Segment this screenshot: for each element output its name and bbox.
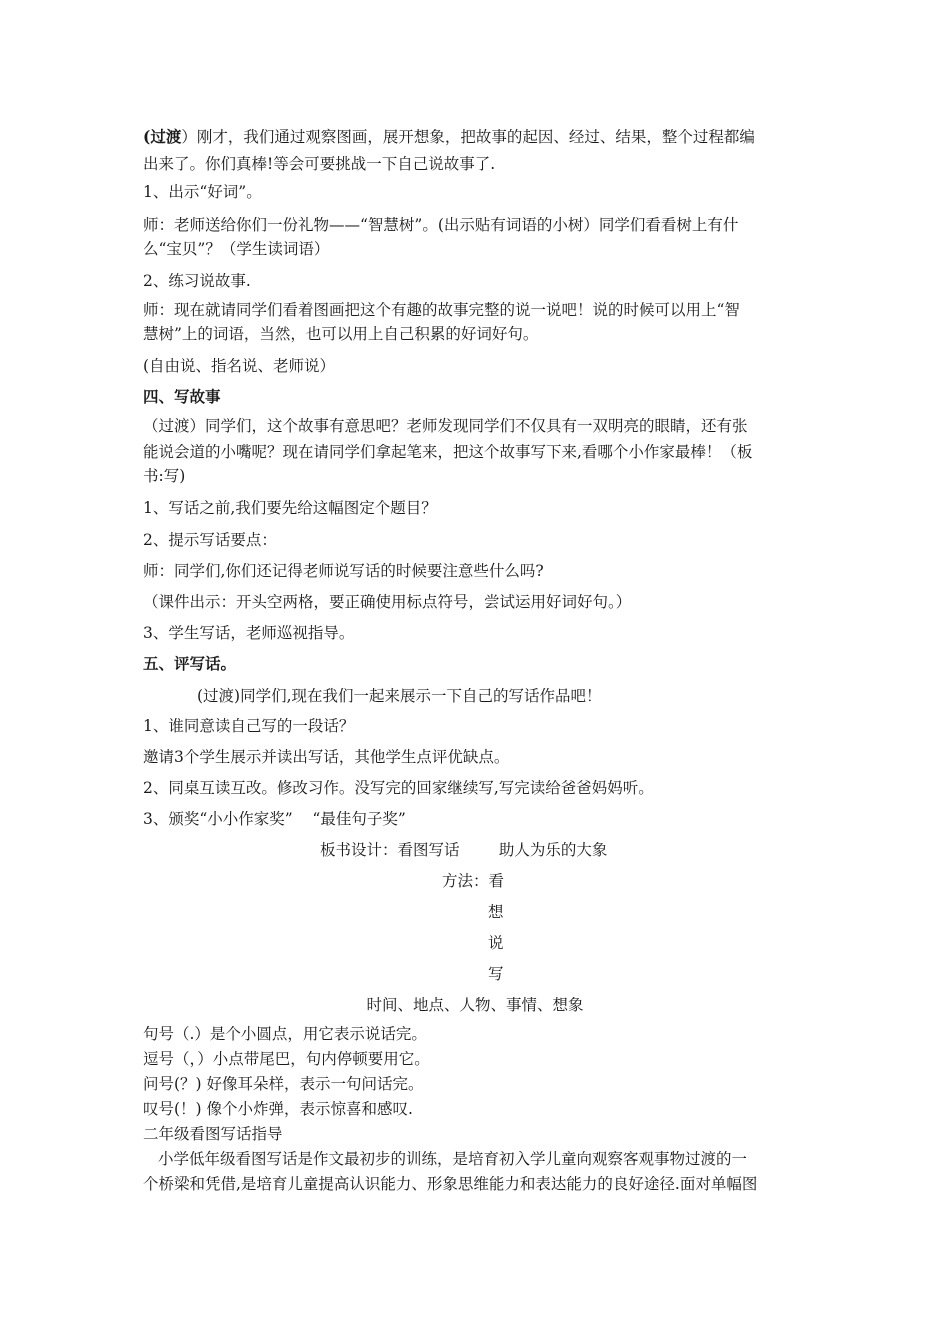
board-step: 想 [488,903,504,921]
list-item: 1、出示“好词”。 [143,183,262,201]
line-text: ）刚才，我们通过观察图画，展开想象，把故事的起因、经过、结果，整个过程都编 [181,128,755,146]
paragraph-line: 书:写) [143,467,186,485]
board-elements: 时间、地点、人物、事情、想象 [366,996,584,1014]
rhyme-line: 问号(？) 好像耳朵样，表示一句问话完。 [143,1075,424,1093]
list-item: 1、写话之前,我们要先给这幅图定个题目？ [143,499,437,517]
section-heading: 五、评写话。 [143,654,237,673]
list-item: 3、学生写话，老师巡视指导。 [143,624,355,642]
article-title: 二年级看图写话指导 [143,1125,283,1143]
paragraph-line: 慧树”上的词语，当然，也可以用上自己积累的好词好句。 [143,325,539,343]
list-item: 2、同桌互读互改。修改习作。没写完的回家继续写,写完读给爸爸妈妈听。 [143,779,654,797]
board-design-title: 板书设计：看图写话 助人为乐的大象 [320,841,608,859]
paragraph-line: 师：同学们,你们还记得老师说写话的时候要注意些什么吗? [143,562,544,580]
board-step: 写 [488,965,504,983]
article-paragraph-line: 小学低年级看图写话是作文最初步的训练，是培育初入学儿童向观察客观事物过渡的一 [158,1150,748,1168]
paragraph-line: (自由说、指名说、老师说） [143,357,336,375]
paragraph-line [143,126,813,148]
article-paragraph-line: 个桥梁和凭借,是培育儿童提高认识能力、形象思维能力和表达能力的良好途径.面对单幅图 [143,1175,758,1193]
list-item: 3、颁奖“小小作家奖” “最佳句子奖” [143,810,406,828]
paragraph-line: 邀请3个学生展示并读出写话，其他学生点评优缺点。 [143,748,510,766]
section-heading: 四、写故事 [143,387,221,406]
paragraph-line: 师：现在就请同学们看着图画把这个有趣的故事完整的说一说吧！说的时候可以用上“智 [143,301,740,319]
rhyme-line: 叹号(！) 像个小炸弹，表示惊喜和感叹. [143,1100,413,1118]
paragraph-line: （课件出示：开头空两格，要正确使用标点符号，尝试运用好词好句。） [143,593,632,611]
transition-label: (过渡 [143,127,182,146]
rhyme-line: 逗号（，）小点带尾巴，句内停顿要用它。 [143,1050,430,1068]
paragraph-line: 么“宝贝”？（学生读词语） [143,240,330,258]
paragraph-line: （过渡）同学们，这个故事有意思吧？老师发现同学们不仅具有一双明亮的眼睛，还有张 [143,417,748,435]
list-item: 2、提示写话要点： [143,531,277,549]
list-item: 2、练习说故事. [143,272,251,290]
list-item: 1、谁同意读自己写的一段话？ [143,717,355,735]
paragraph-line: 师：老师送给你们一份礼物——“智慧树”。(出示贴有词语的小树）同学们看看树上有什 [143,216,739,234]
board-step: 说 [488,934,504,952]
rhyme-line: 句号（.）是个小圆点，用它表示说话完。 [143,1025,427,1043]
paragraph-line: (过渡)同学们,现在我们一起来展示一下自己的写话作品吧！ [197,687,602,705]
paragraph-line: 出来了。你们真棒!等会可要挑战一下自己说故事了. [143,155,496,173]
paragraph-line: 能说会道的小嘴呢？现在请同学们拿起笔来，把这个故事写下来,看哪个小作家最棒！（板 [143,443,753,461]
board-method: 方法：看 [442,872,505,890]
